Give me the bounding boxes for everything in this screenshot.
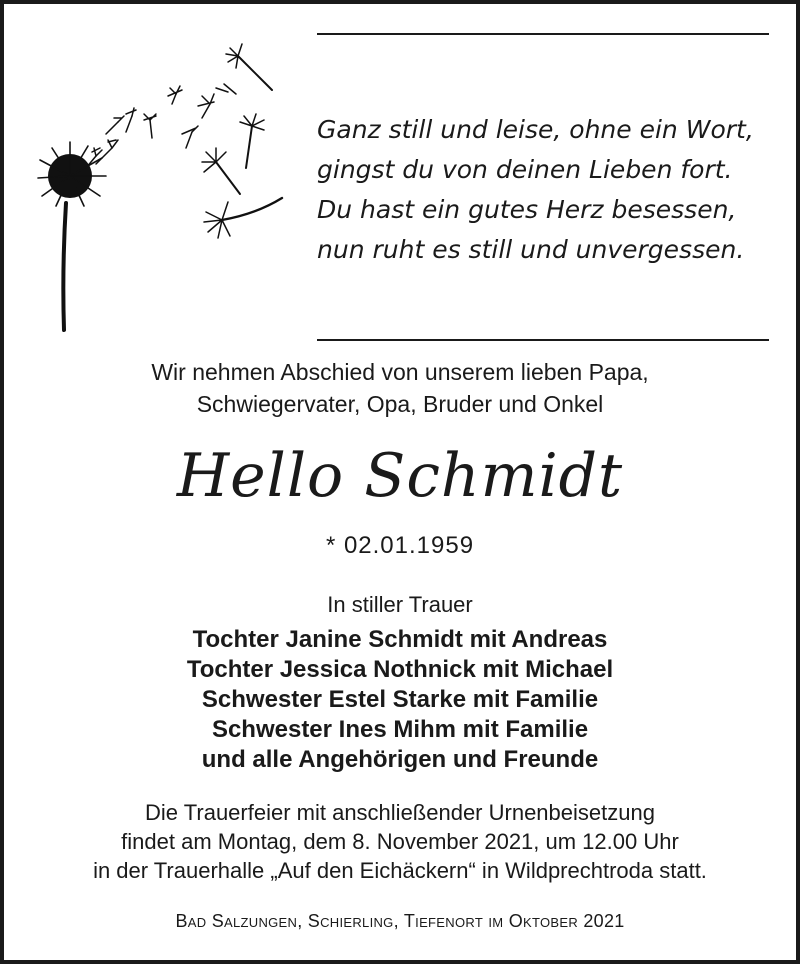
mourner-line: Tochter Janine Schmidt mit Andreas — [192, 626, 608, 653]
poem-line: Du hast ein gutes Herz besessen, — [317, 195, 737, 224]
farewell-intro — [4, 356, 796, 420]
mourning-intro: In stiller Trauer — [327, 592, 473, 617]
mourner-line: Tochter Jessica Nothnick mit Michael — [186, 656, 614, 683]
mourners-list — [4, 625, 796, 775]
poem-line: nun ruht es still und unvergessen. — [317, 235, 745, 264]
poem — [317, 110, 787, 270]
ceremony-line: findet am Montag, dem 8. November 2021, um 12.00 Uhr — [121, 829, 679, 854]
dandelion-icon — [26, 38, 296, 338]
ceremony-line: Die Trauerfeier mit anschließender Urnenbeisetzung — [145, 800, 655, 825]
ceremony-line: in der Trauerhalle „Auf den Eichäckern“ in Wildprechtroda statt. — [93, 858, 707, 883]
intro-line: Wir nehmen Abschied von unserem lieben Papa, — [151, 359, 649, 385]
ceremony-info — [4, 798, 796, 885]
poem-line: gingst du von deinen Lieben fort. — [317, 155, 733, 184]
place-and-date: Bad Salzungen, Schierling, Tiefenort im Oktober 2021 — [175, 911, 625, 931]
deceased-name: Hello Schmidt — [176, 441, 624, 511]
intro-line: Schwiegervater, Opa, Bruder und Onkel — [196, 391, 604, 417]
bottom-divider — [317, 339, 769, 341]
top-divider — [317, 33, 769, 35]
poem-line: Ganz still und leise, ohne ein Wort, — [317, 115, 754, 144]
mourner-line: Schwester Ines Mihm mit Familie — [211, 716, 589, 743]
mourner-line: Schwester Estel Starke mit Familie — [201, 686, 599, 713]
mourner-line: und alle Angehörigen und Freunde — [201, 746, 599, 773]
birth-date: * 02.01.1959 — [325, 532, 475, 559]
